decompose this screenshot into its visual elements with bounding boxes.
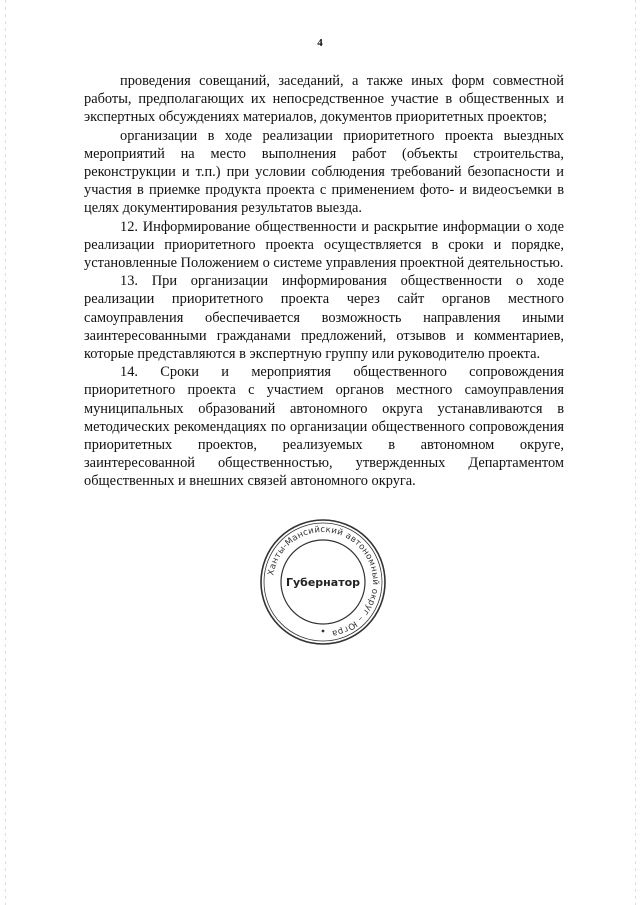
page-number: 4	[317, 37, 323, 49]
paragraph-12: 12. Информирование общественности и раскрытие информации о ходе реализации приоритетного проекта осуществляется в сроки и порядке, установленные Положением о системе управления проектной деятельностью.	[84, 218, 564, 272]
seal-graphic	[258, 517, 388, 647]
paragraph-field-events: организации в ходе реализации приоритетного проекта выездных мероприятий на место выполнения работ (объекты строительства, реконструкции и т.п.) при условии соблюдения требований безопасности и участия в приемке продукта проекта с применением фото- и видеосъемки в целях документирования результатов выезда.	[84, 127, 564, 217]
official-seal	[258, 517, 388, 647]
seal-bottom-dot	[322, 630, 325, 633]
paragraph-14: 14. Сроки и мероприятия общественного сопровождения приоритетного проекта с участием органов местного самоуправления муниципальных образований автономного округа устанавливаются в методических рекомендациях по организации общественного сопровождения приоритетных проектов, реализуемых в автономном округе, заинтересованной общественностью, утвержденных Департаментом общественных и внешних связей автономного округа.	[84, 364, 564, 490]
document-body	[84, 72, 564, 491]
seal-center-text: Губернатор	[285, 576, 361, 589]
scan-edge-right	[635, 0, 636, 905]
seal-ring-text: Ханты-Мансийский автономный округ – Югра	[266, 524, 381, 639]
scan-edge-left	[5, 0, 6, 905]
paragraph-13: 13. При организации информирования общественности о ходе реализации приоритетного проекта через сайт органов местного самоуправления обеспечивается возможность направления иными заинтересованными гражданами предложений, отзывов и комментариев, которые представляются в экспертную группу или руководителю проекта.	[84, 273, 564, 363]
paragraph-meetings: проведения совещаний, заседаний, а также иных форм совместной работы, предполагающих их непосредственное участие в общественных и экспертных обсуждениях материалов, документов приоритетных проектов;	[84, 73, 564, 126]
